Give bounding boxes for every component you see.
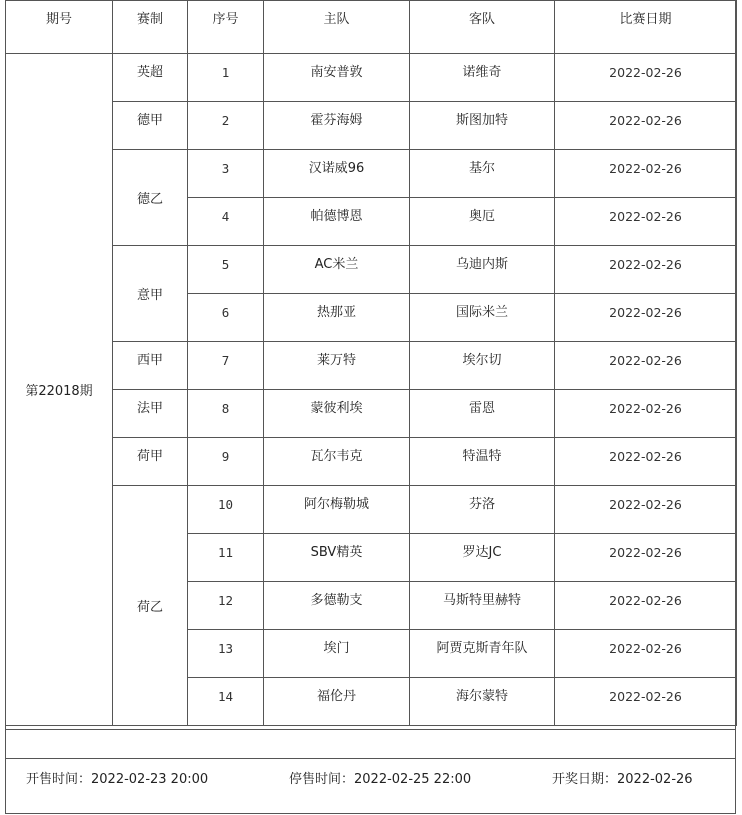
match-date-cell: 2022-02-26 (555, 534, 737, 582)
home-team-cell: 瓦尔韦克 (264, 438, 410, 486)
match-date-cell: 2022-02-26 (555, 198, 737, 246)
match-number-cell: 4 (188, 198, 264, 246)
table-row (6, 54, 737, 102)
home-team-cell: 蒙彼利埃 (264, 390, 410, 438)
away-team-cell: 海尔蒙特 (410, 678, 555, 726)
away-team-cell: 基尔 (410, 150, 555, 198)
period-cell: 第22018期 (6, 54, 113, 726)
sale-start-time: 开售时间：2022-02-23 20:00 (26, 772, 209, 787)
match-date-cell: 2022-02-26 (555, 294, 737, 342)
home-team-cell: 汉诺威96 (264, 150, 410, 198)
match-number-cell: 1 (188, 54, 264, 102)
header-number: 序号 (188, 1, 264, 54)
match-date-cell: 2022-02-26 (555, 438, 737, 486)
match-date-cell: 2022-02-26 (555, 678, 737, 726)
header-match-date: 比赛日期 (555, 1, 737, 54)
away-team-cell: 乌迪内斯 (410, 246, 555, 294)
table-header-row (6, 1, 737, 54)
table-row (6, 342, 737, 390)
match-number-cell: 5 (188, 246, 264, 294)
home-team-cell: 南安普敦 (264, 54, 410, 102)
match-number-cell: 14 (188, 678, 264, 726)
header-period: 期号 (6, 1, 113, 54)
match-number-cell: 10 (188, 486, 264, 534)
match-date-cell: 2022-02-26 (555, 342, 737, 390)
header-league: 赛制 (113, 1, 188, 54)
home-team-cell: 热那亚 (264, 294, 410, 342)
match-date-cell: 2022-02-26 (555, 486, 737, 534)
home-team-cell: 帕德博恩 (264, 198, 410, 246)
home-team-cell: 多德勒支 (264, 582, 410, 630)
match-number-cell: 13 (188, 630, 264, 678)
match-date-cell: 2022-02-26 (555, 390, 737, 438)
sale-stop-time: 停售时间：2022-02-25 22:00 (289, 772, 472, 787)
league-cell: 荷甲 (113, 438, 188, 486)
away-team-cell: 诺维奇 (410, 54, 555, 102)
match-date-cell: 2022-02-26 (555, 150, 737, 198)
table-row (6, 438, 737, 486)
match-number-cell: 2 (188, 102, 264, 150)
table-row (6, 246, 737, 294)
away-team-cell: 特温特 (410, 438, 555, 486)
table-row (6, 390, 737, 438)
away-team-cell: 奥厄 (410, 198, 555, 246)
table-row (6, 102, 737, 150)
away-team-cell: 罗达JC (410, 534, 555, 582)
league-cell: 意甲 (113, 246, 188, 342)
match-number-cell: 3 (188, 150, 264, 198)
match-date-cell: 2022-02-26 (555, 102, 737, 150)
match-number-cell: 6 (188, 294, 264, 342)
match-number-cell: 11 (188, 534, 264, 582)
home-team-cell: 霍芬海姆 (264, 102, 410, 150)
match-date-cell: 2022-02-26 (555, 246, 737, 294)
away-team-cell: 阿贾克斯青年队 (410, 630, 555, 678)
header-home-team: 主队 (264, 1, 410, 54)
league-cell: 法甲 (113, 390, 188, 438)
draw-date: 开奖日期：2022-02-26 (552, 772, 693, 787)
table-row (6, 150, 737, 198)
match-date-cell: 2022-02-26 (555, 582, 737, 630)
away-team-cell: 埃尔切 (410, 342, 555, 390)
match-date-cell: 2022-02-26 (555, 54, 737, 102)
match-number-cell: 9 (188, 438, 264, 486)
away-team-cell: 斯图加特 (410, 102, 555, 150)
home-team-cell: SBV精英 (264, 534, 410, 582)
league-cell: 德乙 (113, 150, 188, 246)
away-team-cell: 芬洛 (410, 486, 555, 534)
league-cell: 荷乙 (113, 486, 188, 726)
sale-info-footer (5, 759, 736, 814)
match-date-cell: 2022-02-26 (555, 630, 737, 678)
away-team-cell: 雷恩 (410, 390, 555, 438)
away-team-cell: 马斯特里赫特 (410, 582, 555, 630)
match-number-cell: 7 (188, 342, 264, 390)
home-team-cell: AC米兰 (264, 246, 410, 294)
home-team-cell: 阿尔梅勒城 (264, 486, 410, 534)
league-cell: 英超 (113, 54, 188, 102)
match-schedule-table (5, 0, 737, 726)
home-team-cell: 埃门 (264, 630, 410, 678)
home-team-cell: 莱万特 (264, 342, 410, 390)
match-number-cell: 12 (188, 582, 264, 630)
blank-row (5, 729, 736, 759)
league-cell: 德甲 (113, 102, 188, 150)
match-number-cell: 8 (188, 390, 264, 438)
home-team-cell: 福伦丹 (264, 678, 410, 726)
away-team-cell: 国际米兰 (410, 294, 555, 342)
league-cell: 西甲 (113, 342, 188, 390)
header-away-team: 客队 (410, 1, 555, 54)
table-row (6, 486, 737, 534)
